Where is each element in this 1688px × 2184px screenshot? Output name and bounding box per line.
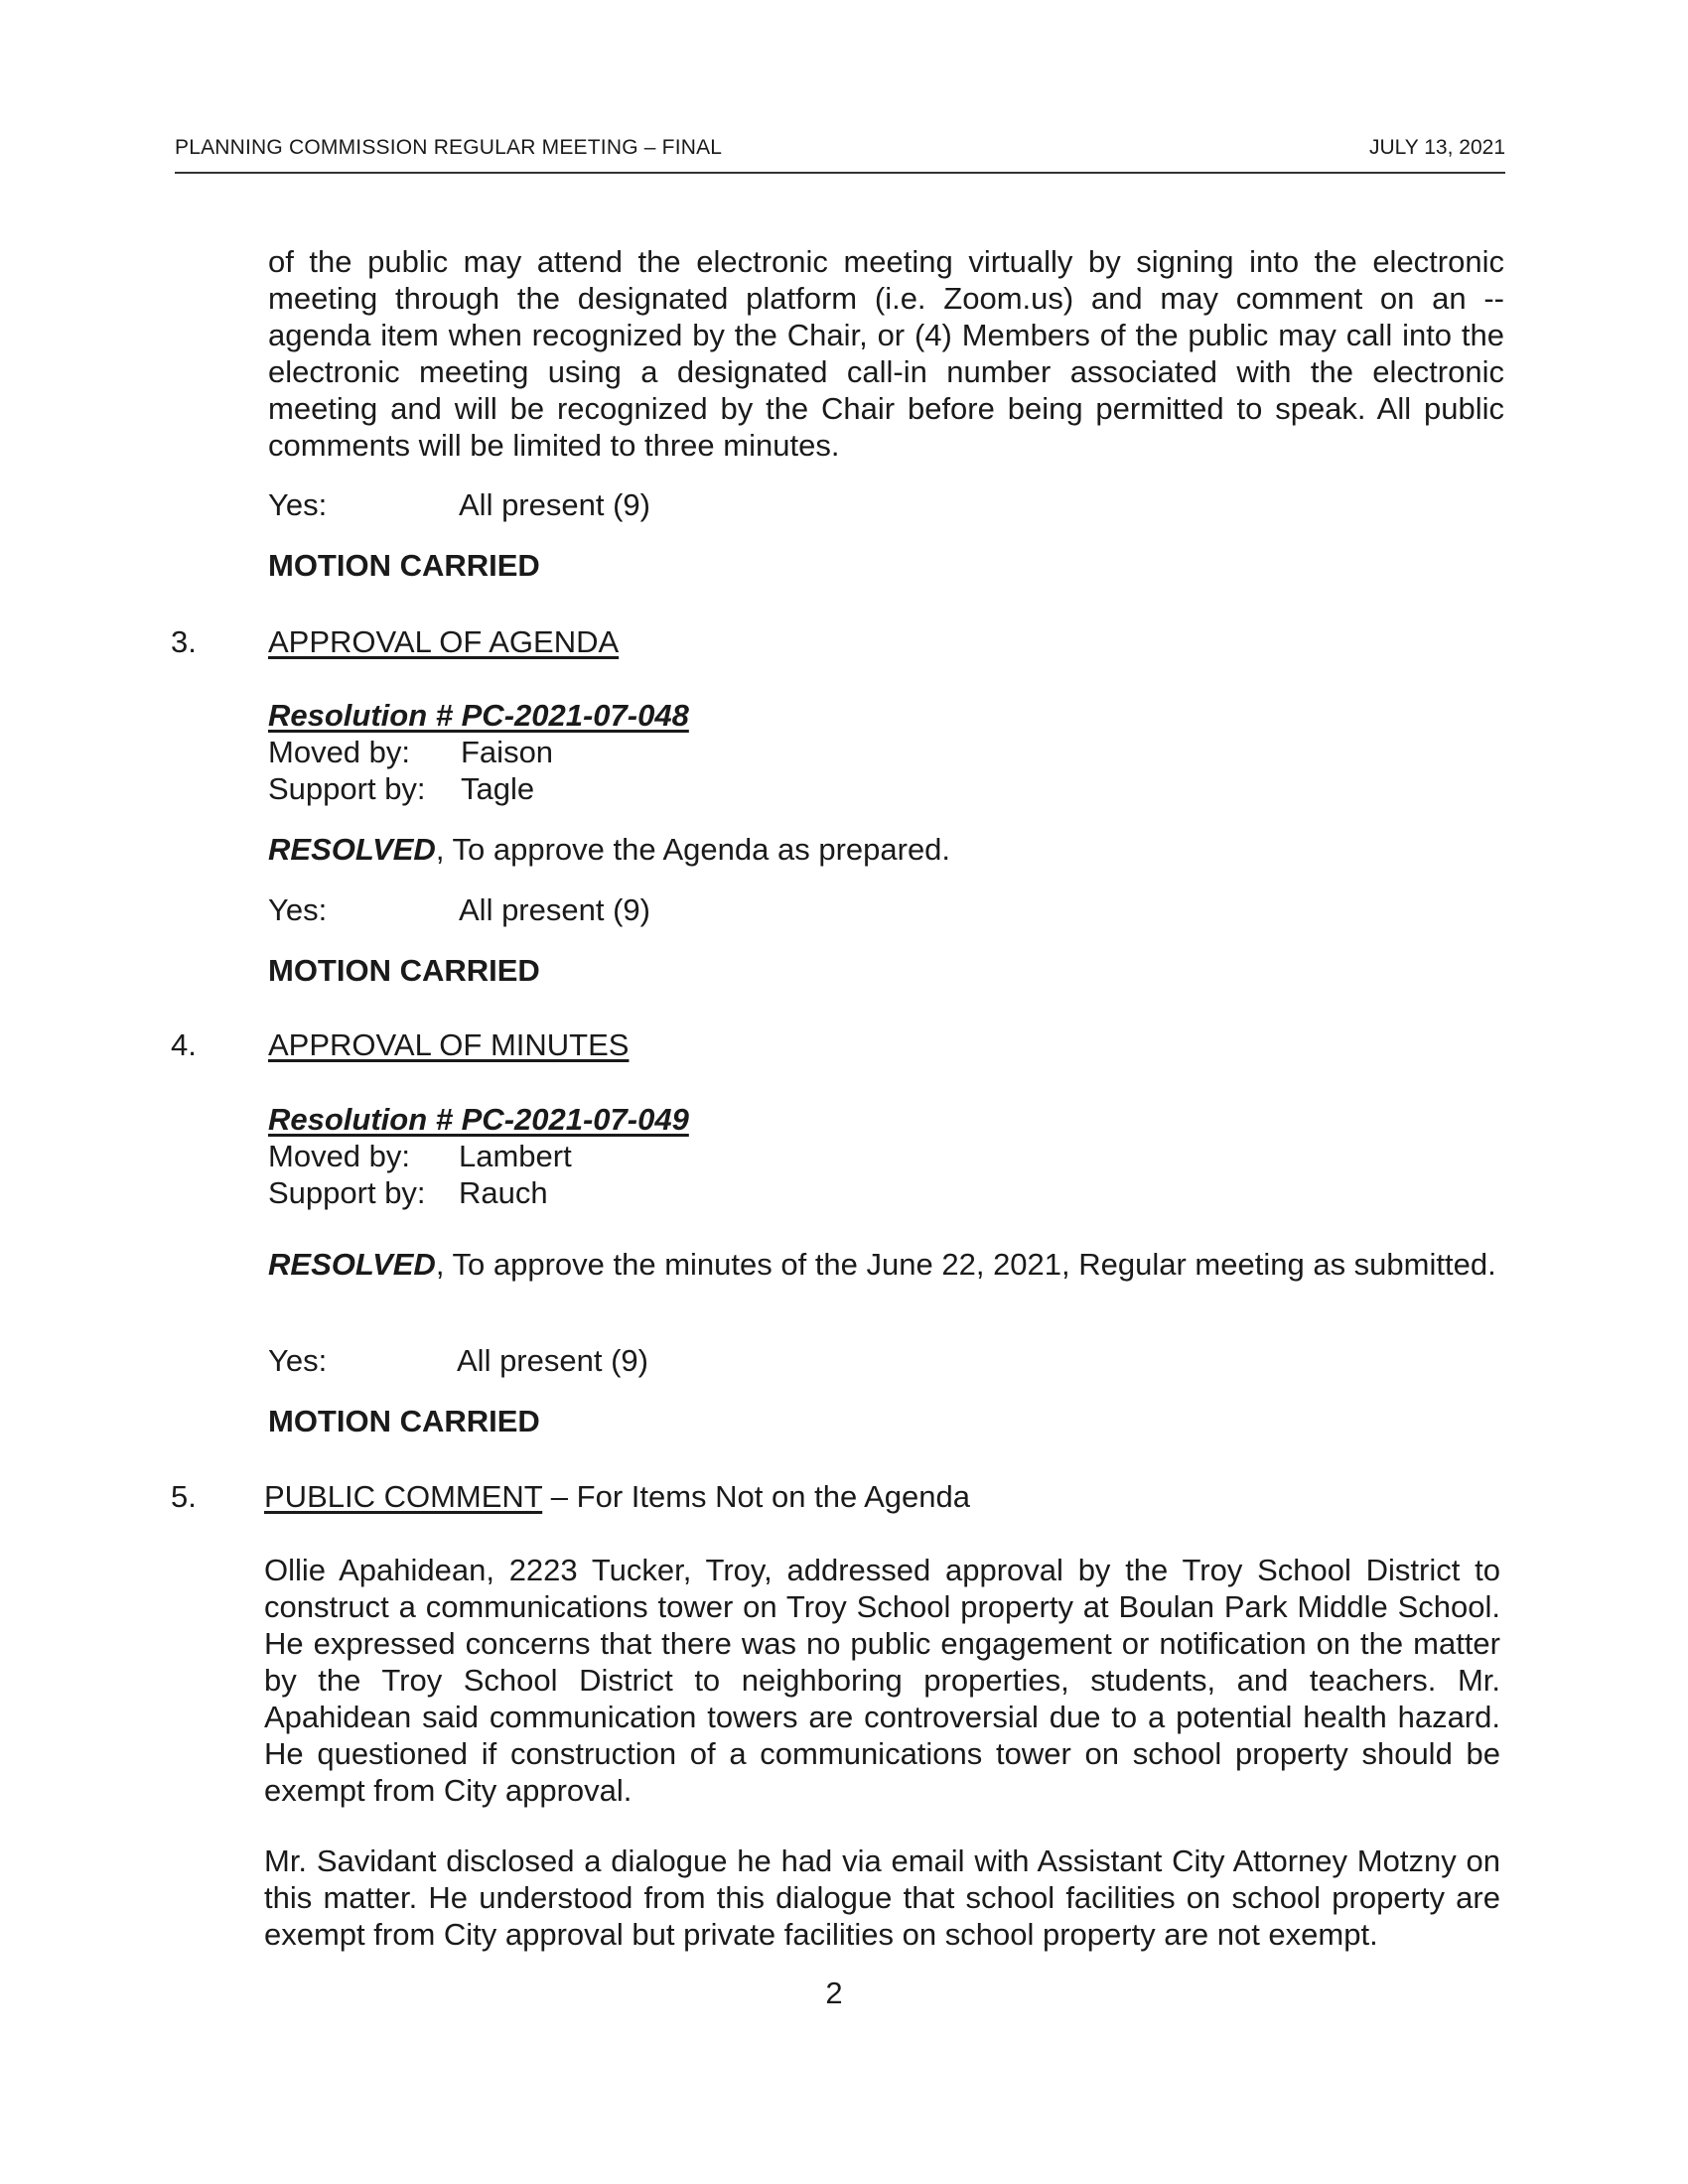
moved-by-line [268,734,554,770]
resolved-word: RESOLVED [268,832,436,867]
support-by-value: Rauch [459,1175,548,1210]
header-date: JULY 13, 2021 [1369,136,1505,159]
section-title-public-comment [264,1478,970,1515]
vote-label: Yes: [268,487,328,522]
page-number: 2 [825,1976,843,2010]
moved-by-label: Moved by: [268,1139,411,1173]
vote-label: Yes: [268,892,328,927]
section-number: 4. [171,1027,197,1062]
section-title-approval-of-minutes: APPROVAL OF MINUTES [268,1027,630,1062]
resolved-statement [268,1246,1502,1283]
section-number: 3. [171,624,197,659]
public-comment-paragraph-2: Mr. Savidant disclosed a dialogue he had via email with Assistant City Attorney Motzny on this matter. He understood from this dialogue that school facilities on school property are exempt from City approval but private facilities on school property are not exempt. [264,1843,1500,1952]
page-header [175,136,1505,174]
motion-carried-3: MOTION CARRIED [268,1404,540,1438]
resolution-number: Resolution # PC-2021-07-049 [268,1102,689,1137]
header-title: PLANNING COMMISSION REGULAR MEETING – FINAL [175,136,723,159]
vote-value: All present (9) [459,892,650,927]
vote-value: All present (9) [457,1343,648,1378]
vote-line-2 [268,891,650,928]
intro-paragraph: of the public may attend the electronic meeting virtually by signing into the electronic meeting through the designated platform (i.e. Zoom.us) and may comment on an -- agenda item when recognized by the Chair, or (4) Members of the public may call into the electronic meeting using a designated call-in number associated with the electronic meeting and will be recognized by the Chair before being permitted to speak. All public comments will be limited to three minutes. [268,244,1504,463]
support-by-label: Support by: [268,771,426,806]
resolved-statement [268,831,950,868]
resolution-number: Resolution # PC-2021-07-048 [268,698,689,733]
vote-line-3 [268,1342,648,1379]
moved-by-label: Moved by: [268,735,411,769]
support-by-line [268,770,535,807]
support-by-label: Support by: [268,1175,426,1210]
section-title: PUBLIC COMMENT [264,1479,543,1514]
public-comment-paragraph-1: Ollie Apahidean, 2223 Tucker, Troy, addressed approval by the Troy School District to construct a communications tower on Troy School property at Boulan Park Middle School. He expressed concerns that there was no public engagement or notification on the matter by the Troy School District to neighboring properties, students, and teachers. Mr. Apahidean said communication towers are controversial due to a potential health hazard. He questioned if construction of a communications tower on school property should be exempt from City approval. [264,1553,1500,1808]
vote-label: Yes: [268,1343,328,1378]
vote-line-1 [268,486,650,523]
resolved-text: , To approve the Agenda as prepared. [435,832,951,867]
moved-by-value: Faison [461,735,554,769]
section-subtitle: – For Items Not on the Agenda [542,1479,970,1514]
section-title-approval-of-agenda: APPROVAL OF AGENDA [268,624,620,659]
support-by-value: Tagle [461,771,535,806]
resolved-word: RESOLVED [268,1247,436,1282]
motion-carried-1: MOTION CARRIED [268,548,540,583]
section-number: 5. [171,1479,197,1514]
resolved-text: , To approve the minutes of the June 22, 2021, Regular meeting as submitted. [435,1247,1496,1282]
moved-by-value: Lambert [459,1139,572,1173]
support-by-line [268,1174,548,1211]
vote-value: All present (9) [459,487,650,522]
motion-carried-2: MOTION CARRIED [268,953,540,988]
moved-by-line [268,1138,572,1174]
